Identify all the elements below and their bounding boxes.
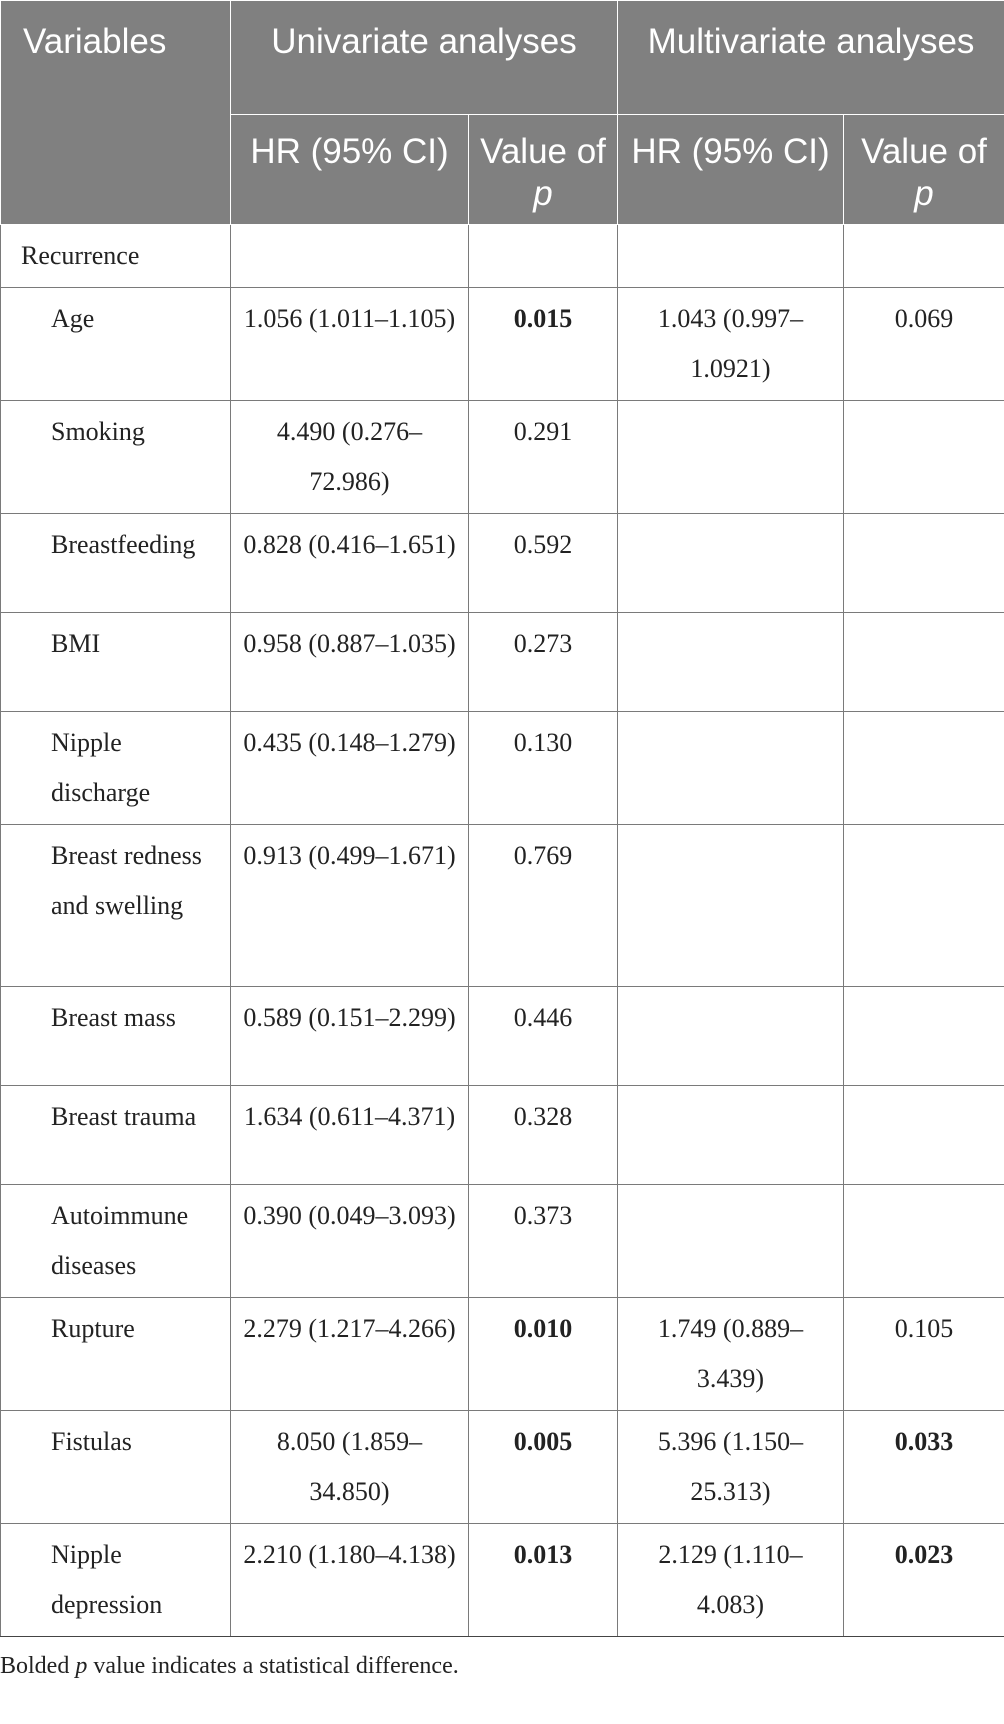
uni-p-cell: 0.373 (469, 1185, 618, 1298)
empty-cell (231, 225, 469, 288)
table-row (1, 613, 1004, 712)
empty-cell (618, 225, 844, 288)
uni-hr-cell: 0.589 (0.151–2.299) (231, 987, 469, 1086)
uni-p-cell: 0.010 (469, 1298, 618, 1411)
header-uni-hr: HR (95% CI) (231, 115, 469, 225)
empty-cell (844, 225, 1004, 288)
header-multi-p: Value of p (844, 115, 1004, 225)
table-row (1, 514, 1004, 613)
table-row (1, 1298, 1004, 1411)
multi-hr-cell (618, 613, 844, 712)
multi-p-cell (844, 987, 1004, 1086)
uni-p-cell: 0.446 (469, 987, 618, 1086)
variable-cell: Nipple discharge (1, 712, 231, 825)
variable-cell: Age (1, 288, 231, 401)
uni-hr-cell: 0.913 (0.499–1.671) (231, 825, 469, 987)
multi-hr-cell (618, 712, 844, 825)
header-multivariate: Multivariate analyses (618, 1, 1004, 115)
multi-hr-cell: 1.043 (0.997–1.0921) (618, 288, 844, 401)
table-body (1, 225, 1004, 1637)
table-row (1, 1524, 1004, 1637)
section-label: Recurrence (1, 225, 231, 288)
multi-p-cell (844, 613, 1004, 712)
header-univariate: Univariate analyses (231, 1, 618, 115)
section-row (1, 225, 1004, 288)
multi-hr-cell (618, 514, 844, 613)
uni-p-cell: 0.291 (469, 401, 618, 514)
header-multi-hr: HR (95% CI) (618, 115, 844, 225)
uni-p-cell: 0.013 (469, 1524, 618, 1637)
multi-p-cell (844, 1185, 1004, 1298)
multi-hr-cell (618, 1086, 844, 1185)
table-row (1, 825, 1004, 987)
uni-p-cell: 0.328 (469, 1086, 618, 1185)
table-row (1, 1185, 1004, 1298)
multi-p-cell (844, 401, 1004, 514)
multi-p-cell (844, 712, 1004, 825)
variable-cell: Smoking (1, 401, 231, 514)
uni-hr-cell: 0.435 (0.148–1.279) (231, 712, 469, 825)
table-row (1, 712, 1004, 825)
uni-p-cell: 0.273 (469, 613, 618, 712)
variable-cell: Fistulas (1, 1411, 231, 1524)
table-row (1, 1086, 1004, 1185)
uni-hr-cell: 2.279 (1.217–4.266) (231, 1298, 469, 1411)
multi-hr-cell (618, 987, 844, 1086)
variable-cell: Breast trauma (1, 1086, 231, 1185)
uni-hr-cell: 4.490 (0.276–72.986) (231, 401, 469, 514)
multi-hr-cell: 2.129 (1.110–4.083) (618, 1524, 844, 1637)
multi-p-cell (844, 514, 1004, 613)
header-uni-p: Value of p (469, 115, 618, 225)
uni-hr-cell: 0.390 (0.049–3.093) (231, 1185, 469, 1298)
uni-p-cell: 0.769 (469, 825, 618, 987)
multi-p-cell (844, 825, 1004, 987)
multi-p-cell: 0.033 (844, 1411, 1004, 1524)
uni-hr-cell: 2.210 (1.180–4.138) (231, 1524, 469, 1637)
multi-hr-cell (618, 401, 844, 514)
multi-hr-cell: 1.749 (0.889–3.439) (618, 1298, 844, 1411)
empty-cell (469, 225, 618, 288)
variable-cell: Rupture (1, 1298, 231, 1411)
uni-hr-cell: 1.634 (0.611–4.371) (231, 1086, 469, 1185)
table-row (1, 288, 1004, 401)
multi-p-cell: 0.023 (844, 1524, 1004, 1637)
table-row (1, 987, 1004, 1086)
multi-p-cell (844, 1086, 1004, 1185)
uni-p-cell: 0.130 (469, 712, 618, 825)
uni-hr-cell: 0.958 (0.887–1.035) (231, 613, 469, 712)
table-row (1, 401, 1004, 514)
variable-cell: Breast redness and swelling (1, 825, 231, 987)
uni-p-cell: 0.005 (469, 1411, 618, 1524)
uni-p-cell: 0.015 (469, 288, 618, 401)
variable-cell: Breastfeeding (1, 514, 231, 613)
multi-hr-cell (618, 825, 844, 987)
multi-p-cell: 0.105 (844, 1298, 1004, 1411)
variable-cell: Autoimmune diseases (1, 1185, 231, 1298)
table-footnote: Bolded p value indicates a statistical difference. (0, 1653, 459, 1679)
uni-hr-cell: 0.828 (0.416–1.651) (231, 514, 469, 613)
uni-hr-cell: 1.056 (1.011–1.105) (231, 288, 469, 401)
multi-hr-cell (618, 1185, 844, 1298)
multi-hr-cell: 5.396 (1.150–25.313) (618, 1411, 844, 1524)
variable-cell: Nipple depression (1, 1524, 231, 1637)
uni-p-cell: 0.592 (469, 514, 618, 613)
table-row (1, 1411, 1004, 1524)
uni-hr-cell: 8.050 (1.859–34.850) (231, 1411, 469, 1524)
table-header (1, 1, 1004, 225)
header-variables: Variables (1, 1, 231, 225)
multi-p-cell: 0.069 (844, 288, 1004, 401)
variable-cell: Breast mass (1, 987, 231, 1086)
variable-cell: BMI (1, 613, 231, 712)
